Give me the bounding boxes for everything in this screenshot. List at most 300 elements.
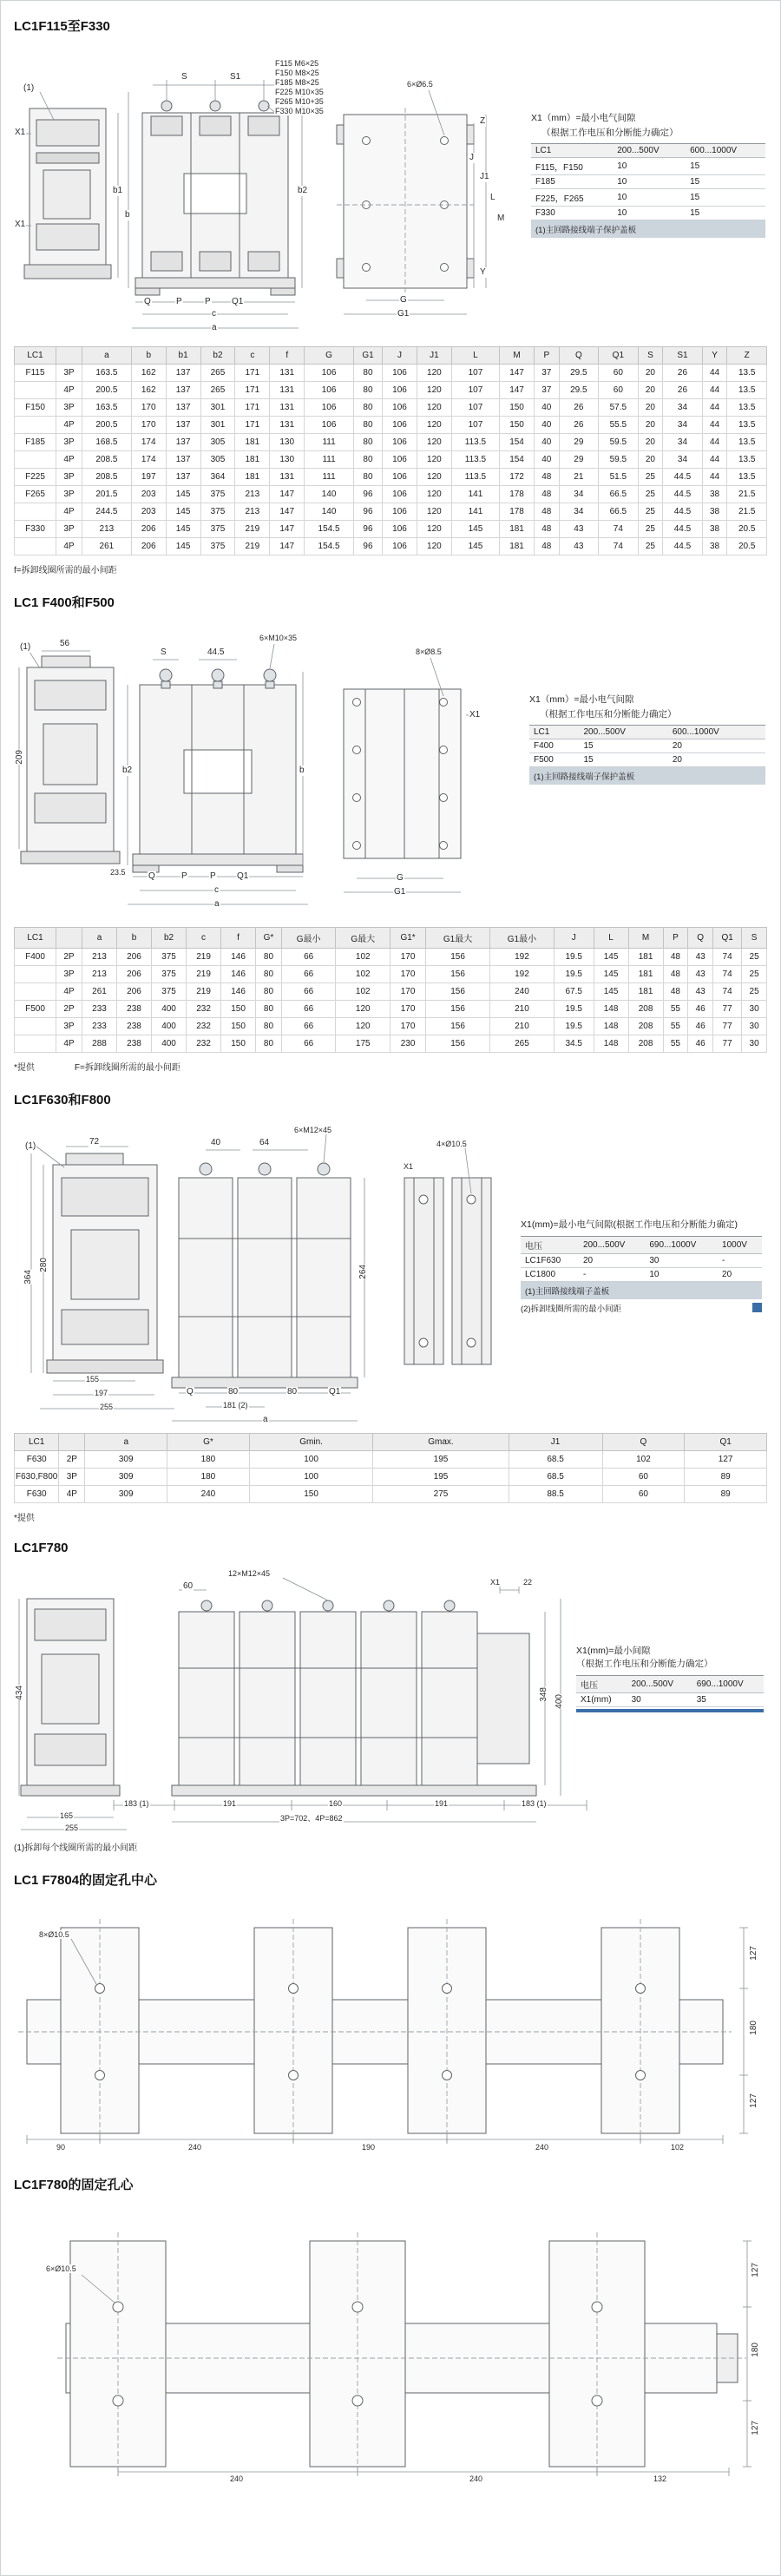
table-row — [15, 1486, 767, 1503]
column-header: Q1 — [685, 1434, 767, 1451]
column-header: L — [594, 928, 628, 949]
table-cell: 10 — [645, 1267, 718, 1281]
column-header: 690...1000V — [645, 1236, 718, 1253]
dim-label: X1 — [490, 1578, 501, 1587]
dim-label: S1 — [230, 72, 241, 82]
table-cell: 400 — [152, 1018, 187, 1035]
dim-label: Q — [148, 871, 155, 881]
table-cell: 80 — [256, 983, 282, 1001]
table-cell: 192 — [490, 949, 555, 966]
table-cell: 130 — [270, 434, 305, 451]
column-header: Y — [702, 347, 727, 365]
table-cell: 197 — [131, 469, 166, 486]
column-header: b — [131, 347, 166, 365]
section-title-f115-f330: LC1F115至F330 — [14, 19, 110, 34]
table-row — [529, 753, 765, 767]
dim-label: 155 — [86, 1375, 100, 1383]
column-header: Q1 — [713, 928, 742, 949]
table-cell: 77 — [713, 1001, 742, 1018]
table-cell — [15, 417, 56, 434]
table-cell: 364 — [200, 469, 235, 486]
x1-note-line2: （根据工作电压和分断能力确定） — [541, 128, 679, 138]
section-f115-f330 — [14, 16, 767, 575]
dim-label: X1 — [15, 220, 26, 229]
table-cell: 168.5 — [82, 434, 132, 451]
table-cell: 10 — [613, 158, 686, 175]
table-cell: 120 — [417, 434, 451, 451]
table-row — [15, 983, 767, 1001]
table-cell: 15 — [686, 189, 765, 207]
table-cell: 44 — [702, 417, 727, 434]
table-cell: 137 — [166, 434, 200, 451]
column-header: S — [638, 347, 663, 365]
table-cell: F330 — [15, 521, 56, 538]
table-cell: 106 — [305, 399, 354, 417]
dim-label: F265 M10+35 — [275, 97, 324, 106]
table-cell: F500 — [529, 753, 580, 767]
table-cell: 375 — [152, 966, 187, 983]
dim-label: 180 — [749, 2021, 758, 2035]
table-cell: 102 — [602, 1451, 685, 1469]
table-cell: 66 — [281, 1035, 336, 1053]
table-cell: 80 — [353, 382, 382, 399]
dim-label: G — [397, 873, 404, 883]
table-cell: 89 — [685, 1486, 767, 1503]
dim-label: G — [400, 295, 407, 305]
dimension-table-f630-f800 — [14, 1433, 767, 1503]
table-cell: 43 — [559, 538, 599, 555]
dim-label: 434 — [15, 1686, 24, 1700]
table-cell: 147 — [270, 486, 305, 503]
table-cell: 156 — [426, 949, 490, 966]
accent-bar — [576, 1709, 764, 1712]
table-row — [15, 382, 767, 399]
table-cell: 170 — [390, 949, 426, 966]
fixing-hole-drawing-f7804 — [14, 1897, 769, 2158]
dim-label: a — [214, 899, 220, 909]
table-cell: 4P — [56, 417, 82, 434]
dim-label: 12×M12×45 — [228, 1569, 271, 1578]
table-cell: 150 — [221, 1001, 256, 1018]
table-cell: 375 — [200, 503, 235, 521]
column-header: b — [117, 928, 152, 949]
column-header: a — [85, 1434, 167, 1451]
table-cell: F330 — [531, 207, 613, 220]
table-cell: 137 — [166, 417, 200, 434]
column-header — [56, 928, 82, 949]
table-cell: 19.5 — [554, 1001, 594, 1018]
dim-label: Q1 — [237, 871, 249, 881]
column-header: a — [82, 347, 132, 365]
table-cell: 15 — [580, 739, 668, 753]
table-cell: 154 — [500, 434, 535, 451]
dim-label: 165 — [60, 1811, 74, 1820]
table-cell: 106 — [383, 503, 417, 521]
table-cell: 238 — [117, 1001, 152, 1018]
section-f780-fixing-holes — [14, 2175, 767, 2488]
table-cell — [15, 1018, 56, 1035]
dim-label: 240 — [535, 2143, 549, 2152]
table-cell: 156 — [426, 1035, 490, 1053]
dim-label: J — [469, 153, 474, 162]
table-cell: F630 — [15, 1451, 59, 1469]
table-cell: 74 — [713, 966, 742, 983]
table-cell: 20 — [638, 399, 663, 417]
table-cell: 163.5 — [82, 399, 132, 417]
dim-label: 240 — [469, 2474, 483, 2483]
table-row — [521, 1253, 762, 1267]
dim-label: P — [210, 871, 216, 881]
table-cell: 145 — [166, 538, 200, 555]
table-cell: F225 — [15, 469, 56, 486]
table-cell: 68.5 — [509, 1469, 602, 1486]
table-cell: 113.5 — [451, 434, 499, 451]
table-cell: 140 — [305, 503, 354, 521]
dim-label: X1 — [404, 1162, 414, 1171]
table-cell: 40 — [534, 399, 559, 417]
table-cell: 375 — [152, 949, 187, 966]
table-cell: 170 — [390, 966, 426, 983]
dimension-drawing-f400-f500 — [14, 620, 769, 923]
dim-label: S — [181, 72, 187, 82]
table-cell: 131 — [270, 365, 305, 382]
dim-label: 72 — [89, 1137, 100, 1147]
table-cell: 44 — [702, 469, 727, 486]
table-row — [15, 1469, 767, 1486]
dim-label: 6×M12×45 — [294, 1126, 332, 1134]
dim-label: M — [497, 214, 505, 223]
table-cell: 203 — [131, 486, 166, 503]
table-cell: 44.5 — [663, 538, 703, 555]
table-cell: 35 — [692, 1692, 764, 1706]
column-header: Z — [727, 347, 767, 365]
dim-label: F150 M8×25 — [275, 69, 319, 77]
dim-label: P — [181, 871, 187, 881]
table-row — [15, 1451, 767, 1469]
table-cell: 106 — [305, 365, 354, 382]
table-cell: 130 — [270, 451, 305, 469]
table-cell: 375 — [200, 521, 235, 538]
table-cell: 107 — [451, 399, 499, 417]
table-cell: 74 — [599, 521, 639, 538]
table-row — [531, 175, 765, 189]
table-cell: 206 — [117, 949, 152, 966]
table-cell: 3P — [56, 469, 82, 486]
table-cell: 80 — [256, 1035, 282, 1053]
dimension-drawing-f630-f800 — [14, 1117, 769, 1429]
table-cell: 106 — [383, 469, 417, 486]
table-cell: 3P — [56, 521, 82, 538]
dim-label: 23.5 — [110, 868, 126, 877]
table-cell: 106 — [305, 382, 354, 399]
table-cell: 107 — [451, 417, 499, 434]
table-cell: 66 — [281, 966, 336, 983]
dim-label: c — [212, 309, 216, 319]
table-cell: 131 — [270, 382, 305, 399]
table-cell: 219 — [187, 983, 221, 1001]
table-cell: F225，F265 — [531, 189, 613, 207]
table-cell: 59.5 — [599, 451, 639, 469]
table-cell: 120 — [417, 503, 451, 521]
table-cell: 10 — [613, 207, 686, 220]
table-cell: 2P — [56, 949, 82, 966]
table-cell: 80 — [353, 365, 382, 382]
column-header: 1000V — [718, 1236, 762, 1253]
table-cell: 13.5 — [727, 399, 767, 417]
table-cell: 145 — [594, 949, 628, 966]
table-cell: 48 — [663, 983, 688, 1001]
table-cell: - — [579, 1267, 645, 1281]
table-cell: 44 — [702, 382, 727, 399]
table-cell: 15 — [686, 175, 765, 189]
table-cell: 37 — [534, 365, 559, 382]
table-cell: 170 — [390, 983, 426, 1001]
table-cell: 219 — [235, 521, 270, 538]
column-header: c — [235, 347, 270, 365]
table-cell: 106 — [383, 417, 417, 434]
dim-label: 8×Ø10.5 — [39, 1930, 69, 1939]
table-cell: 375 — [152, 983, 187, 1001]
table-cell: 208.5 — [82, 451, 132, 469]
table-cell: 13.5 — [727, 451, 767, 469]
table-cell: 30 — [742, 1001, 767, 1018]
table-row — [15, 538, 767, 555]
footnote-provided: *提供 — [14, 1063, 35, 1073]
table-cell: 219 — [235, 538, 270, 555]
dim-label: P — [205, 297, 211, 306]
table-cell: 26 — [663, 365, 703, 382]
dim-label: 190 — [362, 2143, 376, 2152]
table-cell: 4P — [56, 451, 82, 469]
table-cell: 145 — [594, 983, 628, 1001]
dim-label: Z — [480, 116, 486, 126]
table-cell: 4P — [56, 983, 82, 1001]
table-cell: 13.5 — [727, 434, 767, 451]
table-cell: 305 — [200, 434, 235, 451]
table-cell: 171 — [235, 365, 270, 382]
table-cell: 44.5 — [663, 486, 703, 503]
table-cell: 74 — [713, 983, 742, 1001]
column-header: G1 — [353, 347, 382, 365]
dim-label: b — [299, 766, 305, 775]
dim-label: 132 — [653, 2474, 667, 2483]
dim-label: 264 — [358, 1265, 368, 1279]
table-cell: 26 — [663, 382, 703, 399]
dim-label: S — [161, 647, 167, 657]
table-cell: 67.5 — [554, 983, 594, 1001]
table-cell: 55.5 — [599, 417, 639, 434]
table-cell: 261 — [82, 538, 132, 555]
table-cell: 20.5 — [727, 538, 767, 555]
table-cell: 208 — [628, 1018, 663, 1035]
dim-label: Q — [187, 1387, 194, 1396]
table-cell: 48 — [534, 503, 559, 521]
table-cell: 20 — [638, 382, 663, 399]
table-cell: 20 — [638, 434, 663, 451]
dimension-table-f400-f500 — [14, 927, 767, 1053]
dim-label: 191 — [435, 1799, 449, 1808]
table-row — [15, 1035, 767, 1053]
table-cell: 195 — [373, 1451, 509, 1469]
table-cell: 238 — [117, 1035, 152, 1053]
table-cell: 120 — [336, 1018, 390, 1035]
dim-label: 80 — [228, 1387, 239, 1396]
table-cell: 25 — [638, 503, 663, 521]
table-cell: 181 — [500, 521, 535, 538]
dim-label: 400 — [555, 1694, 564, 1709]
table-cell: 55 — [663, 1035, 688, 1053]
table-cell: 147 — [270, 521, 305, 538]
dim-label: Q1 — [329, 1387, 341, 1396]
x1-note-line1: X1(mm)=最小间隙 — [576, 1646, 651, 1656]
table-cell: 265 — [200, 382, 235, 399]
column-header: Q — [688, 928, 713, 949]
table-cell: 44.5 — [663, 521, 703, 538]
table-cell: 66 — [281, 983, 336, 1001]
table-cell: 240 — [167, 1486, 250, 1503]
table-cell: 174 — [131, 451, 166, 469]
table-row — [531, 158, 765, 175]
dim-label: a — [263, 1415, 268, 1424]
column-header: M — [500, 347, 535, 365]
table-cell — [15, 1035, 56, 1053]
table-cell: 80 — [353, 451, 382, 469]
table-cell: 66 — [281, 949, 336, 966]
table-cell: 40 — [534, 434, 559, 451]
table-cell: 230 — [390, 1035, 426, 1053]
column-header: P — [663, 928, 688, 949]
table-cell: 232 — [187, 1001, 221, 1018]
dim-label: 127 — [749, 1946, 758, 1961]
terminal-cover-note: (1)主回路接线端子保护盖板 — [531, 220, 765, 238]
table-cell: 40 — [534, 451, 559, 469]
table-row — [15, 503, 767, 521]
table-cell: 120 — [417, 399, 451, 417]
table-cell: 106 — [383, 382, 417, 399]
table-cell: 13.5 — [727, 382, 767, 399]
table-cell: 80 — [256, 1001, 282, 1018]
table-cell: 13.5 — [727, 417, 767, 434]
dim-label: 127 — [751, 2421, 760, 2435]
terminal-cover-note: (1)主回路接线端子保护盖板 — [529, 767, 765, 785]
table-cell: 145 — [166, 521, 200, 538]
table-cell: F630,F800 — [15, 1469, 59, 1486]
table-cell: 44.5 — [663, 503, 703, 521]
column-header: 200...500V — [580, 726, 668, 739]
dim-label: b2 — [122, 766, 133, 775]
table-cell: 77 — [713, 1018, 742, 1035]
table-cell: 40 — [534, 417, 559, 434]
table-cell: 55 — [663, 1018, 688, 1035]
dim-label: J1 — [480, 172, 489, 181]
table-cell: 163.5 — [82, 365, 132, 382]
table-cell: 4P — [59, 1486, 85, 1503]
table-cell: 25 — [638, 521, 663, 538]
table-cell: 131 — [270, 399, 305, 417]
table-cell: 48 — [663, 966, 688, 983]
table-cell: 107 — [451, 382, 499, 399]
dim-label: 60 — [183, 1581, 194, 1591]
column-header: S — [742, 928, 767, 949]
table-cell: 150 — [221, 1035, 256, 1053]
column-header: 电压 — [521, 1236, 579, 1253]
table-cell: 46 — [688, 1018, 713, 1035]
table-cell: 213 — [235, 486, 270, 503]
table-cell: 20.5 — [727, 521, 767, 538]
section-title-f780: LC1F780 — [14, 1541, 69, 1555]
dim-label: 127 — [749, 2093, 758, 2108]
table-cell: 171 — [235, 399, 270, 417]
table-cell: 174 — [131, 434, 166, 451]
table-cell: 3P — [56, 399, 82, 417]
column-header: J1 — [417, 347, 451, 365]
section-f7804-fixing-holes — [14, 1870, 767, 2158]
dim-label: G1 — [394, 887, 406, 897]
table-cell: 25 — [742, 983, 767, 1001]
table-cell: 38 — [702, 538, 727, 555]
dim-label: 4×Ø10.5 — [436, 1140, 467, 1148]
table-cell: 4P — [56, 1035, 82, 1053]
column-header: J1 — [509, 1434, 602, 1451]
dim-label: 183 (1) — [124, 1799, 149, 1808]
table-cell: 141 — [451, 486, 499, 503]
table-cell: 74 — [599, 538, 639, 555]
dim-label: 80 — [287, 1387, 298, 1396]
x1-clearance-block — [531, 111, 765, 238]
section-f630-f800 — [14, 1090, 767, 1523]
table-cell: 141 — [451, 503, 499, 521]
table-cell: 213 — [82, 949, 117, 966]
table-cell: 34 — [559, 486, 599, 503]
table-cell: 80 — [353, 469, 382, 486]
table-cell: 20 — [638, 451, 663, 469]
column-header: J — [554, 928, 594, 949]
table-cell: 232 — [187, 1018, 221, 1035]
table-cell: 178 — [500, 503, 535, 521]
table-cell: 106 — [383, 486, 417, 503]
dim-label: 90 — [56, 2143, 66, 2152]
table-cell: 48 — [534, 538, 559, 555]
column-header: G1最大 — [426, 928, 490, 949]
table-cell: 195 — [373, 1469, 509, 1486]
table-cell: 206 — [117, 966, 152, 983]
table-cell: 66 — [281, 1018, 336, 1035]
table-cell: 106 — [383, 434, 417, 451]
table-cell: 10 — [613, 189, 686, 207]
column-header: G最大 — [336, 928, 390, 949]
table-cell: 137 — [166, 365, 200, 382]
dim-label: F185 M8×25 — [275, 78, 319, 87]
table-cell: 60 — [602, 1486, 685, 1503]
accent-square — [752, 1303, 762, 1312]
table-cell: 137 — [166, 382, 200, 399]
footnote-f115-f330: f=拆卸线圈所需的最小间距 — [14, 566, 117, 575]
dim-label: 127 — [751, 2263, 760, 2277]
table-cell: 3P — [56, 966, 82, 983]
table-cell: 309 — [85, 1469, 167, 1486]
table-cell: 37 — [534, 382, 559, 399]
table-cell: 156 — [426, 1018, 490, 1035]
table-cell: 213 — [82, 966, 117, 983]
dim-label: c — [214, 885, 219, 895]
column-header: 电压 — [576, 1675, 627, 1692]
table-cell: 301 — [200, 417, 235, 434]
table-cell: 19.5 — [554, 1018, 594, 1035]
table-cell: 20 — [638, 417, 663, 434]
table-cell: 180 — [167, 1451, 250, 1469]
table-cell: 102 — [336, 966, 390, 983]
table-cell: F400 — [15, 949, 56, 966]
